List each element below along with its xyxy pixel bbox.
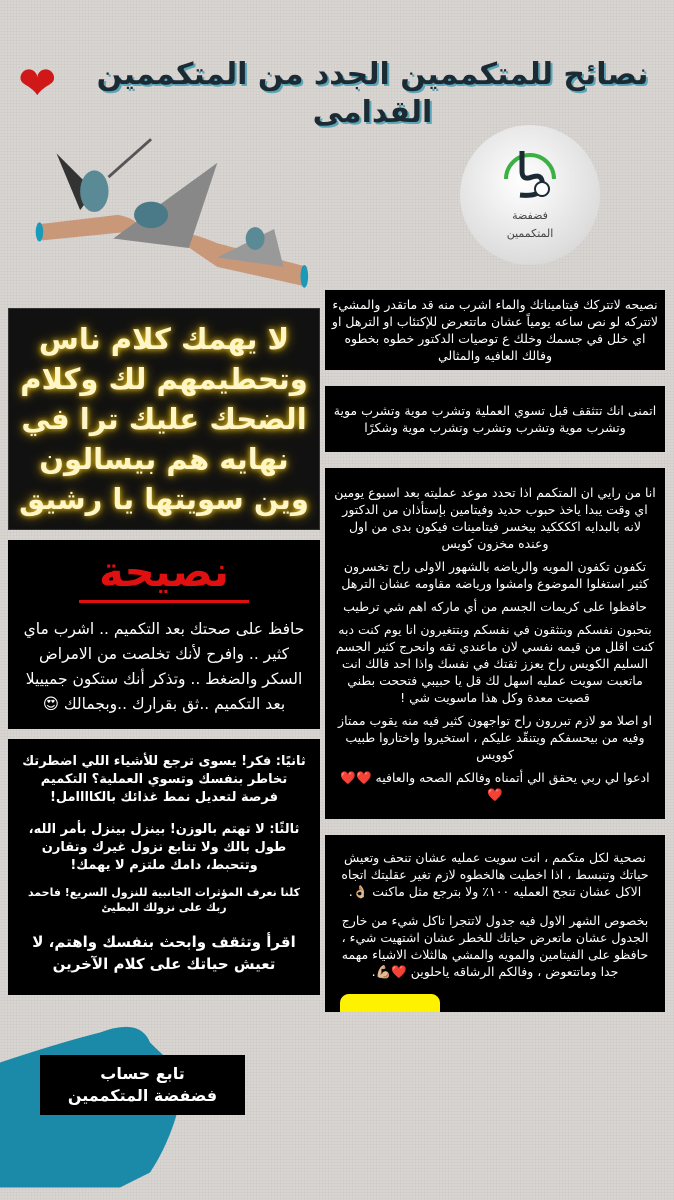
tip-text: كلنا نعرف المؤثرات الجانبية للنزول السريع! فاحمد ربك على نزولك البطيئ [27, 886, 301, 914]
card-paragraph: بتحبون نفسكم وبتثقون في نفسكم وبتتغيرون انا يوم كنت دبه كنت اقلل من قيمه نفسي لان ماعندي ثقه وانحرج كثير الجسم السليم الكويس راح يعزز ثقتك في نفسك واذا احد قالك انت ماتعبت سويت عمليه اسهل لك قل يا حبيبي فتححت بطني قصيت معدة وكل هذا ماسويت شي ! [335, 622, 655, 705]
logo-text: المتكممين [506, 227, 554, 240]
follow-section [8, 1035, 320, 1185]
right-column [325, 290, 665, 1012]
glow-line: الضحك عليك ترا في [21, 402, 307, 436]
heading-underline [79, 600, 249, 603]
follow-account-box [40, 1055, 245, 1115]
tips-box [8, 739, 320, 995]
glow-line: وتحطيمهم لك وكلام [20, 362, 308, 396]
heart-icon: ❤ [18, 56, 57, 110]
tip-text: ثانيًا: فكر! يسوى ترجع للأشياء اللي اضطرتك تخاطر بنفسك وتسوي العملية؟ التكميم فرصة لتعديل نمط غذائك بالكاااامل! [22, 754, 306, 805]
page-title: نصائح للمتكممين الجدد من المتكممين القدامى [96, 57, 649, 130]
card-text: اتمنى انك تتثقف قبل تسوي العملية وتشرب موية وتشرب موية وتشرب موية وتشرب وتشرب وتشرب موية وشكرًا [333, 403, 657, 435]
birds-hands-illustration [20, 125, 320, 300]
card-text: نصيحه لاتتركك فيتاميناتك والماء اشرب منه قد ماتقدر والمشيء لاتتركه لو نص ساعه يومياً عشان ماتتعرض للإكتئاب او الترهل او اي خلل في جسمك وخلك ع توصيات الدكتور خطوه بخطوه وفالك العافيه والمثالي [331, 297, 659, 363]
snapcode-badge [340, 994, 440, 1012]
card-paragraph: تكفون تكفون المويه والرياضه بالشهور الاولى راح تخسرون كثير استغلوا الموضوع وامشوا ورياضه مقاومه عشان الترهل [341, 559, 649, 591]
tip-text: ثالثًا: لا تهتم بالوزن! بينزل بينزل بأمر الله، طول بالك ولا تتابع نزول غيرك وتقارن وتتحبط، دامك ملتزم لا يهمك! [28, 822, 300, 873]
card-paragraph: حافظوا على كريمات الجسم من أي ماركه اهم شي ترطيب [343, 599, 647, 614]
glow-line: نهايه هم بيسالون [39, 442, 289, 476]
advice-text: حافظ على صحتك بعد التكميم .. اشرب ماي كثير .. وافرح لأنك تخلصت من الامراض السكر والضغط .. وتذكر أنك ستكون جميييلا بعد التكميم ..ثق بقرارك ..وبجمالك 😍 [23, 620, 305, 713]
advice-card-vitamins [325, 290, 665, 370]
glow-line: وين سويتها يا رشيق [19, 482, 309, 516]
card-paragraph: نصحية لكل متكمم ، انت سويت عمليه عشان تنحف وتعيش حياتك وتنبسط ، اذا اخطيت هالخطوه لازم تغير عقليتك اتجاه الاكل عشان تنجح العمليه ١٠٠٪ ولا بترجع مثل ماكنت 👌🏼. [341, 850, 649, 899]
stomach-headset-icon [498, 141, 562, 205]
advice-heading: نصيحة [98, 547, 230, 596]
left-column [8, 308, 320, 1185]
advice-card-water [325, 386, 665, 452]
glow-line: لا يهمك كلام ناس [38, 322, 290, 356]
logo [460, 125, 600, 265]
card-paragraph: او اصلا مو لازم تبررون راح تواجهون كثير فيه منه يقوب ممتاز وفيه من بيحسفكم ويتنقّد عليكم ، استخيروا واختاروا طبيب كوويس [338, 713, 652, 762]
motivation-glow-box [8, 308, 320, 530]
advice-box [8, 540, 320, 729]
logo-text: فضفضة [512, 209, 548, 222]
follow-label: تابع حساب [100, 1064, 185, 1083]
card-paragraph: ادعوا لي ربي يحقق الي أتمناه وفالكم الصحه والعافيه ❤️❤️❤️ [340, 770, 650, 802]
card-paragraph: انا من رايي ان المتكمم اذا تحدد موعد عمليته بعد اسبوع يومين اي وقت يبدا ياخذ حبوب حديد وفيتامين بإستأذان من الدكتور لانه بالبدايه اككككيد بيخسر فيتامينات فيكون بدى من اول وعنده مخزون كويس [334, 485, 656, 551]
advice-card-mindset [325, 835, 665, 1012]
tip-text: اقرأ وتثقف وابحث بنفسك واهتم، لا تعيش حياتك على كلام الآخرين [32, 933, 296, 973]
account-name: فضفضة المتكممين [67, 1086, 218, 1105]
advice-card-experience [325, 468, 665, 819]
card-paragraph: بخصوص الشهر الاول فيه جدول لاتتجرا تاكل شيء من خارج الجدول عشان ماتعرض حياتك للخطر عشان اشتهيت شيء ، حافظو على الفيتامين والمويه والمشي هالثلاث الاشياء مهمه جدا وماتتعوض ، وفالكم الرشاقه ياحلوين ❤️💪🏼. [341, 913, 649, 979]
